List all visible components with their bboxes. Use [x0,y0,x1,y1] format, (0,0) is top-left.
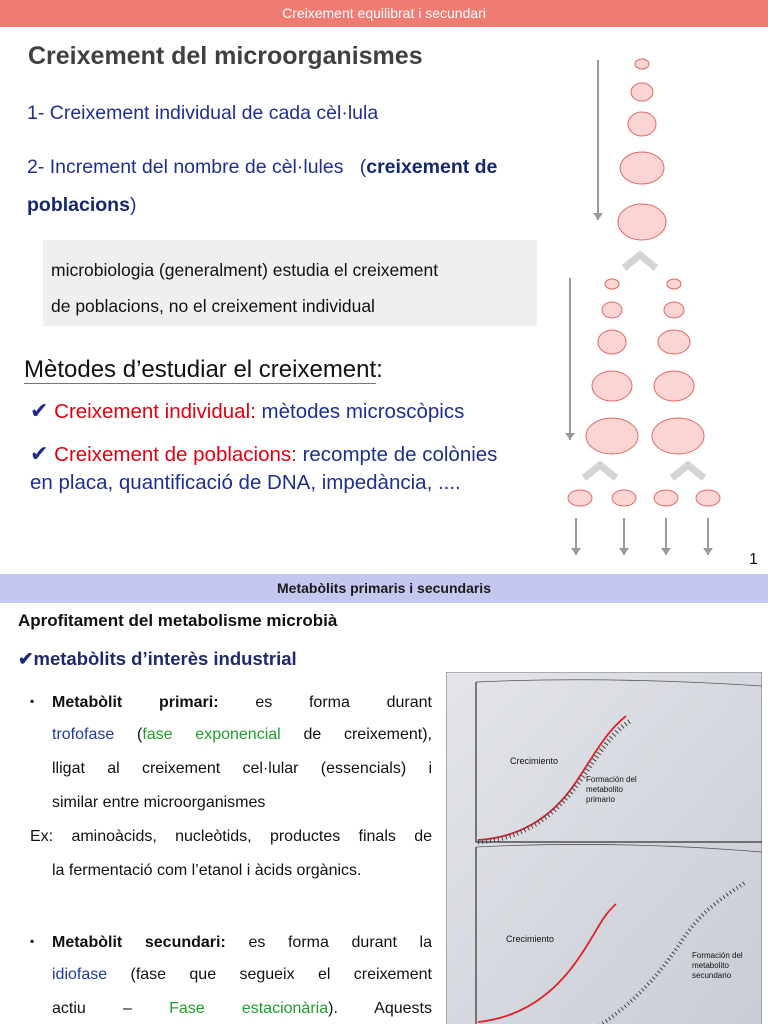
method-individual [30,398,464,424]
bottom-product-label-3: secundario [692,971,732,980]
fase-exponencial: fase exponencial [142,726,281,743]
arrow-head [619,548,629,555]
primary-line-3: lligat al creixement cel·lular (essencials) i [52,760,432,777]
top-product-label-1: Formación del [586,775,637,784]
arrow-head [593,213,603,220]
bottom-product-label-2: metabolito [692,961,729,970]
bottom-curve-label: Crecimiento [506,934,555,944]
slide2-subtitle: ✔metabòlits d’interès industrial [18,648,297,669]
fase-estacionaria: Fase estacionària [169,1000,329,1017]
arrow-head [571,548,581,555]
item-individual-growth: 1- Creixement individual de cada cèl·lula [27,102,379,124]
secondary-line-3 [52,992,432,1024]
primary-label: Metabòlit primari: [52,694,219,711]
slide2-banner: Metabòlits primaris i secundaris [0,574,768,603]
slide2-title: Aprofitament del metabolisme microbià [18,611,338,630]
cell-shape [654,490,678,506]
arrow-head [565,433,575,440]
slide-metabolits [0,574,768,1024]
slide1-banner: Creixement equilibrat i secundari [0,0,768,27]
item2-prefix: 2- Increment del nombre de cèl·lules [27,156,344,178]
division-chevron [584,465,616,478]
slide1-title: Creixement del microorganismes [28,42,423,70]
methods-title: Mètodes d’estudiar el creixement: [24,356,383,383]
arrow-head [661,548,671,555]
item2-bold: creixement de poblacions [27,156,498,216]
method-1-text: mètodes microscòpics [261,400,465,423]
cell-shape [605,279,619,289]
note-line-2: de poblacions, no el creixement individual [51,296,375,316]
top-product-label-3: primario [586,795,615,804]
primary-line-2 [52,718,432,752]
secondary-label: Metabòlit secundari: [52,934,226,951]
cell-shape [568,490,592,506]
secondary-t3: (fase que segueix el creixement [130,966,432,983]
secondary-t4: actiu – [52,1000,132,1017]
arrow-head [703,548,713,555]
cell-shape [612,490,636,506]
check-icon: ✔ [30,441,49,466]
idiofase: idiofase [52,966,108,983]
bottom-product-label-1: Formación del [692,951,743,960]
check-icon: ✔ [30,398,49,423]
primary-line-1 [30,684,432,720]
cell-shape [652,418,704,454]
cell-shape [620,152,664,184]
example-line-1: Ex: aminoàcids, nucleòtids, productes finals de [30,828,432,845]
note-line-1: microbiologia (generalment) estudia el creixement [51,260,439,280]
cell-shape [631,83,653,101]
division-chevron [672,465,704,478]
cell-shape [628,112,656,136]
example-line-2: la fermentació com l’etanol i àcids orgànics. [52,862,362,879]
cell-shape [654,371,694,401]
method-1-label: Creixement individual: [54,400,256,423]
method-2-text: recompte de colònies en placa, quantificació de DNA, impedància, .... [30,443,498,494]
cell-shape [696,490,720,506]
secondary-t1: es forma durant la [248,934,432,951]
method-population [30,440,500,497]
methods-title-text: Mètodes d’estudiar el creixement [24,356,377,383]
top-product-label-2: metabolito [586,785,623,794]
cell-shape [635,59,649,69]
cell-shape [602,302,622,318]
primary-line-4: similar entre microorganismes [52,794,266,811]
secondary-t6: ). Aquests [328,1000,432,1017]
cell-shape [618,204,666,240]
cell-shape [586,418,638,454]
metabolite-production-figure [446,672,762,1024]
primary-t5: de creixement), [303,726,432,743]
cell-division-illustration [560,40,760,565]
method-2-label: Creixement de poblacions: [54,443,297,466]
bullet-icon: ▪ [30,934,35,948]
secondary-line-1 [30,924,432,960]
cell-shape [664,302,684,318]
secondary-line-2 [52,958,432,992]
cell-shape [592,371,632,401]
cell-shape [667,279,681,289]
division-chevron [624,255,656,268]
cell-shape [598,330,626,354]
primary-t3: ( [137,726,143,743]
trofofase: trofofase [52,726,115,743]
top-curve-label: Crecimiento [510,756,559,766]
note-box [43,240,537,326]
item-population-growth: 2- Increment del nombre de cèl·lules (creixement de poblacions) [27,156,498,216]
page-number: 1 [749,551,758,568]
primary-t1: es forma durant [255,694,432,711]
bullet-icon: ▪ [30,694,35,708]
cell-shape [658,330,690,354]
